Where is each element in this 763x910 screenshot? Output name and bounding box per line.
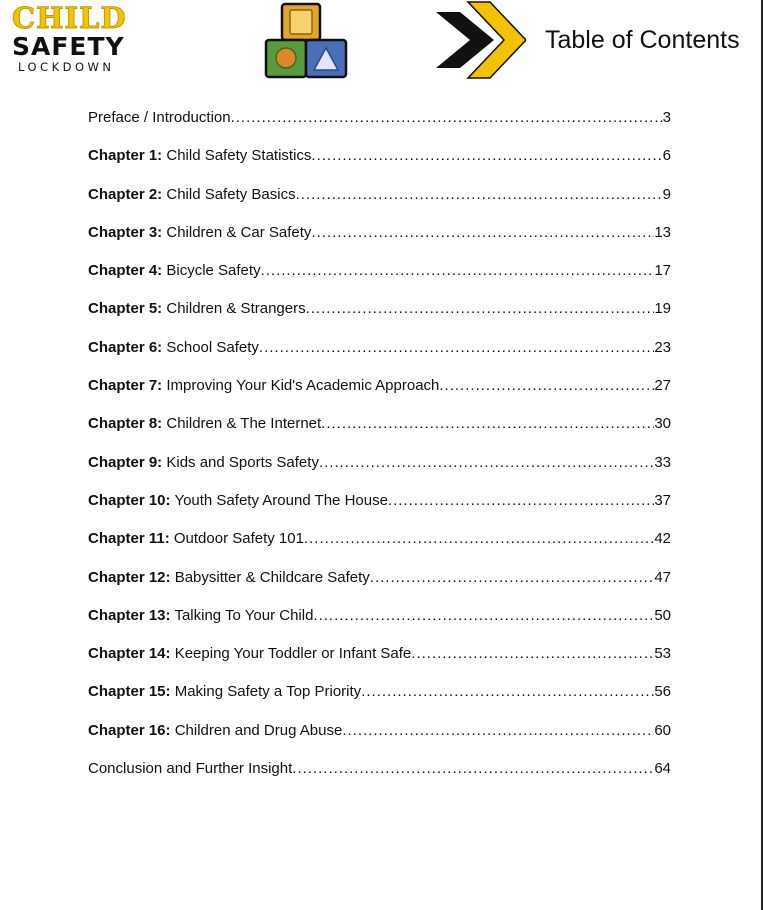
dot-leader — [311, 146, 662, 166]
chapter-number: Chapter 14: — [88, 645, 171, 663]
chapter-title: Babysitter & Childcare Safety — [174, 568, 370, 586]
dot-leader — [361, 682, 654, 702]
toc-entry[interactable] — [88, 682, 671, 720]
page-number: 19 — [654, 300, 671, 318]
toc-entry-label — [88, 721, 342, 741]
brand-logo — [12, 1, 137, 74]
toc-entry-label — [88, 491, 388, 511]
double-chevron-icon — [434, 0, 526, 80]
toc-entry-label — [88, 529, 304, 549]
dot-leader — [231, 108, 663, 128]
toc-entry[interactable] — [88, 146, 671, 184]
chapter-title: Children and Drug Abuse — [174, 721, 343, 739]
dot-leader — [292, 759, 654, 779]
chapter-number: Chapter 1: — [88, 147, 163, 165]
toc-entry-label — [88, 682, 361, 702]
table-of-contents — [88, 108, 671, 797]
toc-entry-label — [88, 453, 319, 473]
page-number: 13 — [654, 223, 671, 241]
toc-entry[interactable] — [88, 606, 671, 644]
chapter-title: Child Safety Basics — [166, 185, 296, 203]
toc-entry[interactable] — [88, 185, 671, 223]
chapter-title: Outdoor Safety 101 — [173, 530, 304, 548]
toc-entry[interactable] — [88, 338, 671, 376]
chapter-title: School Safety — [166, 338, 259, 356]
chapter-title: Child Safety Statistics — [166, 147, 312, 165]
chapter-title: Improving Your Kid's Academic Approach — [166, 377, 440, 395]
chapter-title: Keeping Your Toddler or Infant Safe — [174, 645, 412, 663]
chapter-number: Chapter 7: — [88, 377, 163, 395]
dot-leader — [296, 185, 663, 205]
chapter-title: Conclusion and Further Insight — [88, 760, 293, 778]
dot-leader — [342, 721, 654, 741]
page-number: 27 — [654, 377, 671, 395]
chapter-title: Bicycle Safety — [166, 262, 261, 280]
toc-entry-label — [88, 376, 439, 396]
toc-entry[interactable] — [88, 491, 671, 529]
chapter-title: Preface / Introduction — [88, 109, 231, 126]
chapter-title: Children & Strangers — [166, 300, 306, 318]
dot-leader — [259, 338, 654, 358]
toc-entry[interactable] — [88, 568, 671, 606]
toc-entry[interactable] — [88, 529, 671, 567]
page-number: 42 — [654, 530, 671, 548]
page-number: 47 — [654, 568, 671, 586]
dot-leader — [319, 453, 654, 473]
toc-entry-label — [88, 108, 231, 128]
page-number: 23 — [654, 338, 671, 356]
toc-entry-label — [88, 606, 313, 626]
toc-entry[interactable] — [88, 376, 671, 414]
dot-leader — [370, 568, 655, 588]
dot-leader — [388, 491, 654, 511]
toc-entry-label — [88, 414, 321, 434]
page-number: 50 — [654, 606, 671, 624]
dot-leader — [439, 376, 654, 396]
toc-entry-label — [88, 338, 259, 358]
dot-leader — [321, 414, 654, 434]
dot-leader — [411, 644, 654, 664]
page-title: Table of Contents — [545, 26, 740, 54]
dot-leader — [261, 261, 655, 281]
toc-entry[interactable] — [88, 261, 671, 299]
toc-entry-label — [88, 644, 411, 664]
chapter-number: Chapter 15: — [88, 683, 171, 701]
logo-line-safety: SAFETY — [12, 32, 125, 61]
chapter-title: Kids and Sports Safety — [166, 453, 319, 471]
dot-leader — [313, 606, 654, 626]
chapter-number: Chapter 5: — [88, 300, 163, 318]
toc-entry-label — [88, 223, 311, 243]
chapter-title: Talking To Your Child — [174, 606, 314, 624]
page-number: 64 — [654, 760, 671, 778]
logo-line-child: CHILD — [12, 1, 127, 35]
toc-entry[interactable] — [88, 759, 671, 797]
toc-entry[interactable] — [88, 721, 671, 759]
chapter-number: Chapter 12: — [88, 568, 171, 586]
page-number: 33 — [654, 453, 671, 471]
chapter-number: Chapter 3: — [88, 223, 163, 241]
chapter-title: Making Safety a Top Priority — [174, 683, 362, 701]
toc-entry[interactable] — [88, 108, 671, 146]
dot-leader — [304, 529, 654, 549]
page-number: 30 — [654, 415, 671, 433]
toc-entry[interactable] — [88, 453, 671, 491]
chapter-number: Chapter 6: — [88, 338, 163, 356]
toc-entry-label — [88, 185, 296, 205]
toc-entry[interactable] — [88, 414, 671, 452]
toc-entry-label — [88, 759, 292, 779]
page-number: 9 — [662, 185, 671, 203]
chapter-title: Youth Safety Around The House — [174, 491, 388, 509]
chapter-title: Children & The Internet — [166, 415, 322, 433]
chapter-number: Chapter 16: — [88, 721, 171, 739]
page-number: 6 — [662, 147, 671, 165]
page-number: 3 — [662, 109, 671, 126]
toc-entry-label — [88, 299, 306, 319]
toc-entry-label — [88, 568, 370, 588]
logo-line-lockdown: LOCKDOWN — [18, 60, 115, 74]
chapter-number: Chapter 4: — [88, 262, 163, 280]
chapter-number: Chapter 8: — [88, 415, 163, 433]
chapter-title: Children & Car Safety — [166, 223, 312, 241]
chapter-number: Chapter 13: — [88, 606, 171, 624]
chapter-number: Chapter 2: — [88, 185, 163, 203]
toc-entry[interactable] — [88, 644, 671, 682]
page-number: 60 — [654, 721, 671, 739]
page-number: 56 — [654, 683, 671, 701]
toc-entry-label — [88, 146, 311, 166]
chapter-number: Chapter 10: — [88, 491, 171, 509]
chapter-number: Chapter 9: — [88, 453, 163, 471]
toc-entry[interactable] — [88, 299, 671, 337]
dot-leader — [311, 223, 654, 243]
page-number: 53 — [654, 645, 671, 663]
chapter-number: Chapter 11: — [88, 530, 170, 548]
toc-entry-label — [88, 261, 261, 281]
page-number: 17 — [654, 262, 671, 280]
page-number: 37 — [654, 491, 671, 509]
toc-entry[interactable] — [88, 223, 671, 261]
dot-leader — [306, 299, 655, 319]
toy-blocks-icon — [262, 2, 352, 80]
